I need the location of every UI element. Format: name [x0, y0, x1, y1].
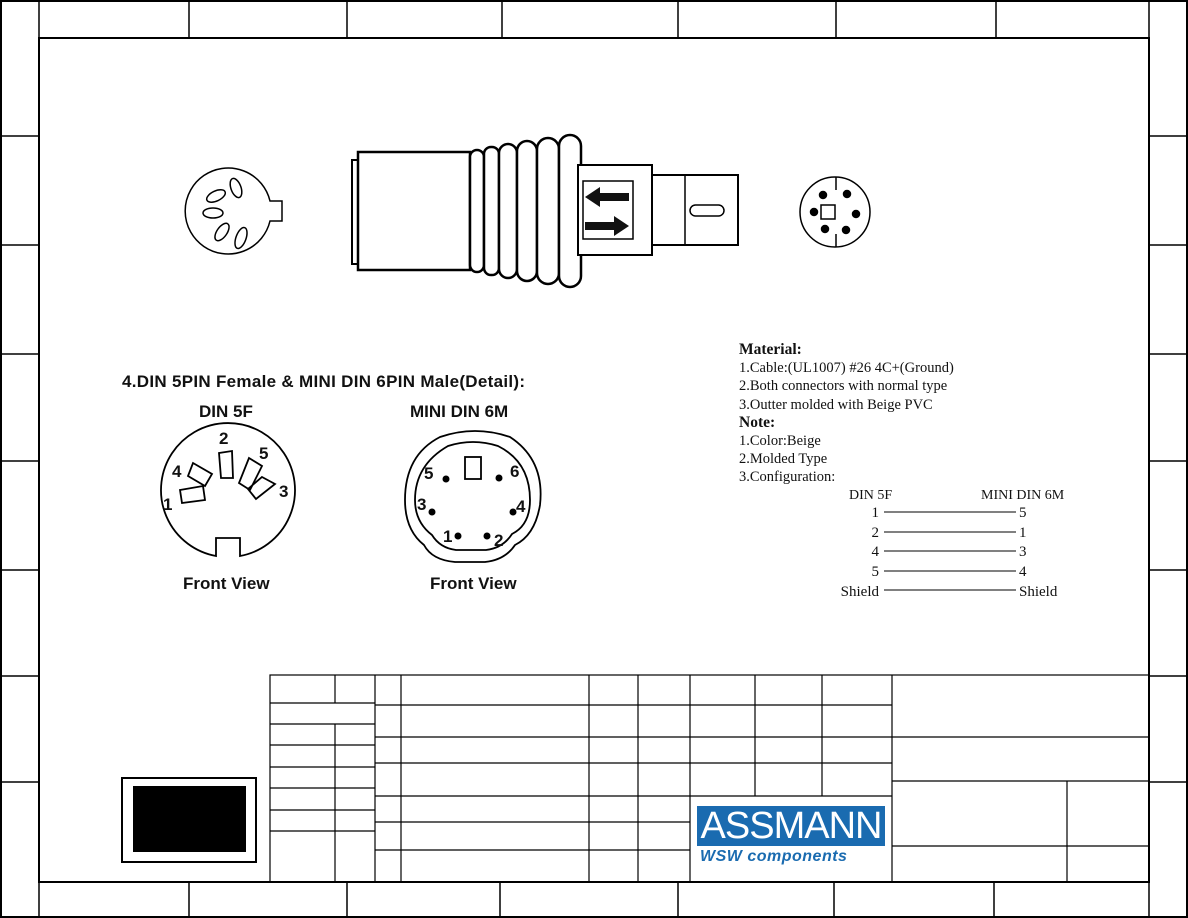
cable-side-view-illustration	[352, 135, 738, 287]
din5f-pin-4: 4	[172, 462, 182, 481]
note-line-3: 3.Configuration:	[739, 469, 836, 486]
config-row-4-left: 5	[871, 564, 879, 580]
stamp-black-box	[133, 786, 246, 852]
din5f-pin-5: 5	[259, 444, 269, 463]
config-row-4-right: 4	[1019, 564, 1027, 580]
mini-din6m-pin-1: 1	[443, 527, 453, 546]
config-row-5-right: Shield	[1019, 584, 1058, 600]
note-line-2: 2.Molded Type	[739, 451, 828, 468]
mini-din6m-pin-3: 3	[417, 495, 427, 514]
mini-din6m-pin-5: 5	[424, 464, 434, 483]
din5f-pin-3: 3	[279, 482, 289, 501]
top-zone-ticks	[39, 1, 1149, 38]
bottom-zone-ticks	[39, 882, 1149, 917]
right-zone-ticks	[1149, 136, 1187, 782]
section-title: 4.DIN 5PIN Female & MINI DIN 6PIN Male(Detail):	[122, 372, 526, 391]
din5f-pin-2: 2	[219, 429, 229, 448]
config-row-2-right: 1	[1019, 525, 1027, 541]
material-line-3: 3.Outter molded with Beige PVC	[739, 396, 933, 413]
note-heading: Note:	[739, 413, 776, 431]
config-row-5-left: Shield	[840, 584, 879, 600]
din5f-front-view-label: Front View	[183, 574, 270, 593]
material-heading: Material:	[739, 341, 802, 358]
mini-din6m-pin-2: 2	[494, 531, 504, 550]
note-line-1: 1.Color:Beige	[739, 433, 821, 450]
mini-din6m-pin-6: 6	[510, 462, 520, 481]
config-row-1-left: 1	[871, 505, 879, 521]
assmann-tagline: WSW components	[700, 848, 848, 865]
assmann-logo: ASSMANN	[697, 806, 885, 846]
mini-din6-male-face-illustration	[800, 177, 870, 247]
din5f-pin-1: 1	[163, 495, 173, 514]
config-row-3-left: 4	[871, 544, 879, 560]
config-row-2-left: 2	[871, 525, 879, 541]
mini-din6m-label: MINI DIN 6M	[410, 402, 509, 421]
material-line-1: 1.Cable:(UL1007) #26 4C+(Ground)	[739, 360, 954, 377]
config-row-1-right: 5	[1019, 505, 1027, 521]
config-row-3-right: 3	[1019, 544, 1027, 560]
config-header-left: DIN 5F	[849, 488, 893, 503]
mini-din6m-front-view-label: Front View	[430, 574, 517, 593]
material-line-2: 2.Both connectors with normal type	[739, 378, 948, 395]
material-notes	[739, 341, 1059, 487]
mini-din6m-pin-4: 4	[516, 497, 526, 516]
config-wires	[884, 512, 1016, 590]
config-header-right: MINI DIN 6M	[981, 488, 1065, 503]
din5-female-face-illustration	[185, 168, 282, 254]
left-zone-ticks	[1, 136, 39, 782]
din5f-label: DIN 5F	[199, 402, 253, 421]
